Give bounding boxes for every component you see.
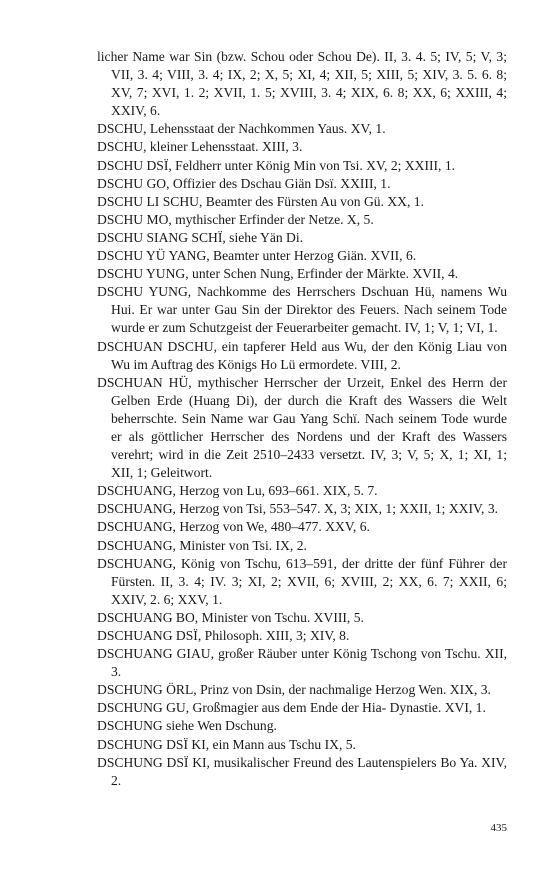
index-entry: DSCHUNG DSÏ KI, musikalischer Freund des Lautenspielers Bo Ya. XIV, 2. [97,754,507,788]
index-entry: DSCHUAN HÜ, mythischer Herrscher der Urzeit, Enkel des Herrn der Gelben Erde (Huang Di), der durch die Kraft des Wassers die Welt beherrschte. Sein Name war Gau Yang Schï. Nach seinem Tode wurde er als göttlicher Herrscher des Nordens und der Kraft des Wassers verehrt; wird in die Zeit 2510–2433 versetzt. IV, 3; V, 5; X, 1; XI, 1; XII, 1; Geleitwort. [97,374,507,481]
index-entry: DSCHUNG DSÏ KI, ein Mann aus Tschu IX, 5. [97,736,356,752]
index-entry: DSCHUANG, Herzog von Tsi, 553–547. X, 3; XIX, 1; XXII, 1; XXIV, 3. [97,501,499,517]
index-entry: DSCHUANG, Minister von Tsi. IX, 2. [97,537,307,553]
index-entry: DSCHUAN DSCHU, ein tapferer Held aus Wu, der den König Liau von Wu im Auftrag des Königs Ho Lü ermordete. VIII, 2. [97,338,507,372]
index-entry: DSCHU, kleiner Lehensstaat. XIII, 3. [97,139,303,155]
index-entry: DSCHUANG GIAU, großer Räuber unter König Tschong von Tschu. XII, 3. [97,646,507,680]
index-entry: DSCHU MO, mythischer Erfinder der Netze. X, 5. [97,211,374,227]
index-entry: DSCHU, Lehensstaat der Nachkommen Yaus. XV, 1. [97,121,386,137]
index-entry: DSCHU YUNG, unter Schen Nung, Erfinder der Märkte. XVII, 4. [97,266,459,282]
index-entry: DSCHU YÜ YANG, Beamter unter Herzog Giän. XVII, 6. [97,248,417,264]
index-entry: DSCHU LI SCHU, Beamter des Fürsten Au von Gü. XX, 1. [97,193,424,209]
index-page [97,48,507,790]
index-entry: DSCHU DSÏ, Feldherr unter König Min von Tsi. XV, 2; XXIII, 1. [97,157,456,173]
page-number: 435 [490,822,507,834]
index-entry: DSCHUNG GU, Großmagier aus dem Ende der Hia- Dynastie. XVI, 1. [97,700,486,716]
index-entry: DSCHUANG BO, Minister von Tschu. XVIII, 5. [97,609,364,625]
index-entry: licher Name war Sin (bzw. Schou oder Schou De). II, 3. 4. 5; IV, 5; V, 3; VII, 3. 4; VIII, 3. 4; IX, 2; X, 5; XI, 4; XII, 5; XIII, 5; XIV, 3. 5. 6. 8; XV, 7; XVI, 1. 2; XVII, 1. 5; XVIII, 3. 4; XIX, 6. 8; XX, 6; XXIII, 4; XXIV, 6. [97,49,507,119]
index-entry: DSCHUANG, Herzog von Lu, 693–661. XIX, 5. 7. [97,483,378,499]
index-entry: DSCHUANG DSÏ, Philosoph. XIII, 3; XIV, 8. [97,628,350,643]
index-entry: DSCHUNG ÖRL, Prinz von Dsin, der nachmalige Herzog Wen. XIX, 3. [97,682,491,698]
index-entry: DSCHU YUNG, Nachkomme des Herrschers Dschuan Hü, namens Wu Hui. Er war unter Gau Sin der Direktor des Feuers. Nach seinem Tode wurde er zum Schutzgeist der Feuerarbeiter gemacht. IV, 1; V, 1; VI, 1. [97,284,507,336]
index-entry: DSCHU SIANG SCHÏ, siehe Yän Di. [97,229,304,245]
index-entry: DSCHUANG, König von Tschu, 613–591, der dritte der fünf Führer der Fürsten. II, 3. 4; IV. 3; XI, 2; XVII, 6; XVIII, 2; XX, 6. 7; XXII, 6; XXIV, 2. 6; XXV, 1. [97,555,507,607]
index-entry: DSCHUNG siehe Wen Dschung. [97,718,277,734]
index-entry: DSCHU GO, Offizier des Dschau Giän Dsï. XXIII, 1. [97,175,391,191]
index-entry: DSCHUANG, Herzog von We, 480–477. XXV, 6. [97,519,370,535]
